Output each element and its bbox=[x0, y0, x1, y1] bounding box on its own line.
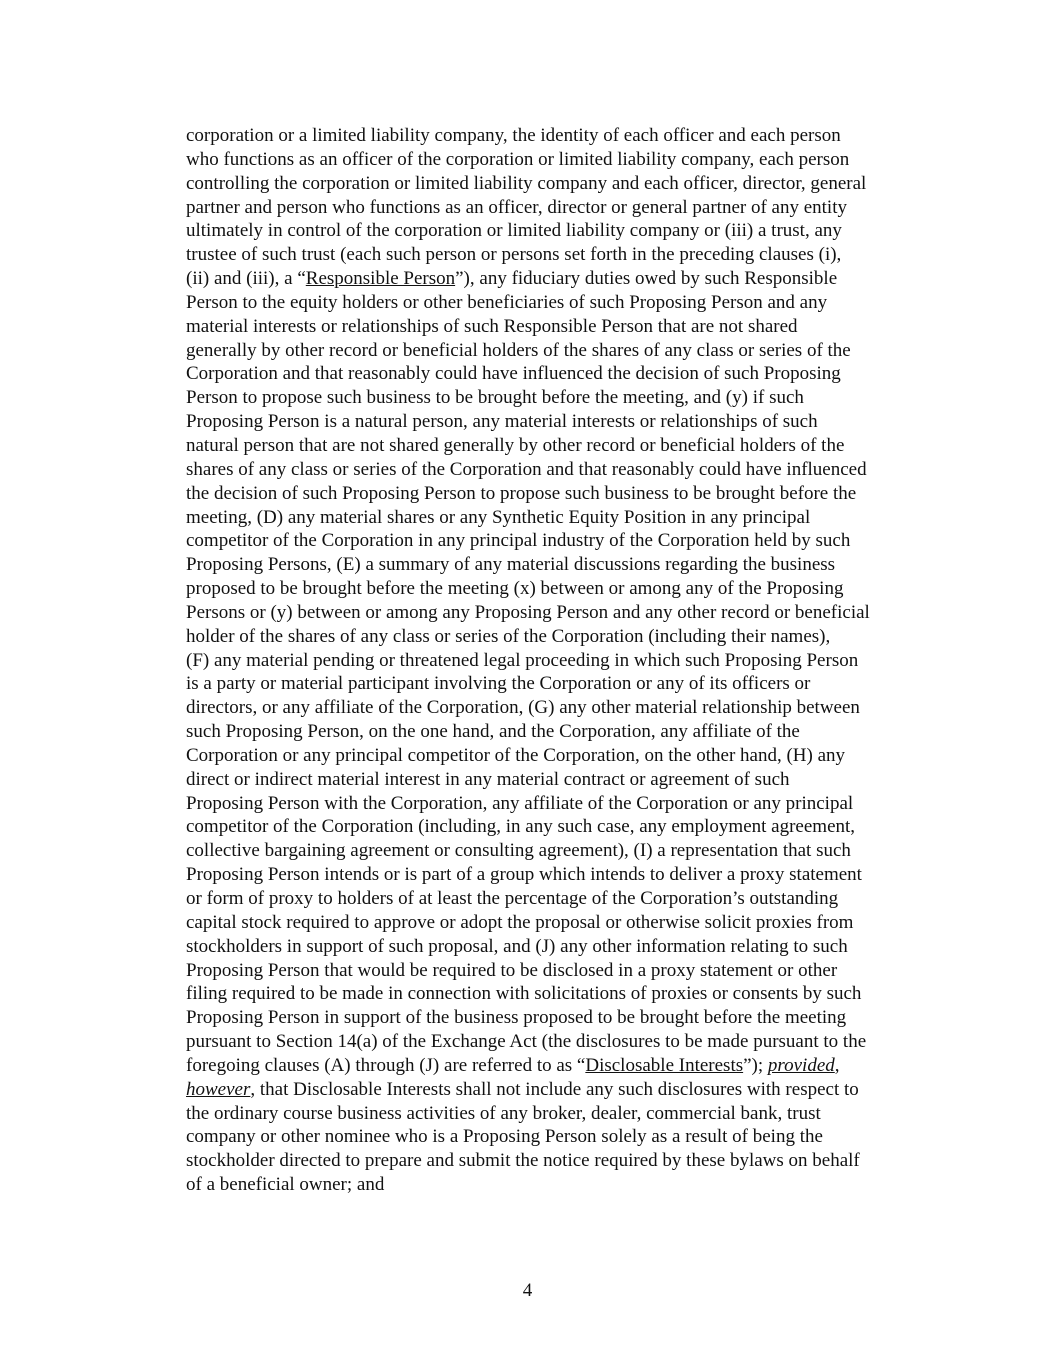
text-line: Proposing Persons, (E) a summary of any material discussions regarding the business bbox=[186, 554, 836, 576]
text-segment: foregoing clauses (A) through (J) are referred to as “ bbox=[186, 1054, 586, 1076]
text-line bbox=[186, 1054, 946, 1078]
text-line: collective bargaining agreement or consulting agreement), (I) a representation that such bbox=[186, 840, 851, 862]
text-line: is a party or material participant involving the Corporation or any of its officers or bbox=[186, 673, 811, 695]
text-line: Proposing Person with the Corporation, any affiliate of the Corporation or any principal bbox=[186, 792, 854, 814]
text-line: who functions as an officer of the corporation or limited liability company, each person bbox=[186, 148, 850, 170]
defined-term-responsible-person: Responsible Person bbox=[305, 268, 456, 290]
text-segment: , that Disclosable Interests shall not include any such disclosures with respect to bbox=[250, 1078, 859, 1100]
text-line: meeting, (D) any material shares or any Synthetic Equity Position in any principal bbox=[186, 506, 811, 528]
text-segment: ”), any fiduciary duties owed by such Responsible bbox=[455, 268, 838, 290]
text-line: generally by other record or beneficial holders of the shares of any class or series of the bbox=[186, 339, 851, 361]
text-line: of a beneficial owner; and bbox=[186, 1174, 385, 1196]
text-line: corporation or a limited liability company, the identity of each officer and each person bbox=[186, 125, 841, 146]
text-line: Proposing Person intends or is part of a group which intends to deliver a proxy statement bbox=[186, 864, 862, 886]
text-line: company or other nominee who is a Proposing Person solely as a result of being the bbox=[186, 1126, 823, 1148]
text-line: directors, or any affiliate of the Corporation, (G) any other material relationship between bbox=[186, 697, 860, 719]
text-segment: (ii) and (iii), a “ bbox=[186, 268, 306, 290]
text-line: direct or indirect material interest in any material contract or agreement of such bbox=[186, 768, 790, 790]
text-segment: ”); bbox=[743, 1054, 768, 1076]
text-line: Corporation and that reasonably could have influenced the decision of such Proposing bbox=[186, 363, 841, 385]
text-line: ultimately in control of the corporation or limited liability company or (iii) a trust, any bbox=[186, 220, 842, 242]
text-line: stockholders in support of such proposal, and (J) any other information relating to such bbox=[186, 935, 848, 957]
text-line bbox=[186, 1078, 946, 1102]
text-line: Proposing Person in support of the business proposed to be brought before the meeting bbox=[186, 1007, 847, 1029]
text-line: Corporation or any principal competitor of the Corporation, on the other hand, (H) any bbox=[186, 744, 846, 766]
text-line: material interests or relationships of such Responsible Person that are not shared bbox=[186, 315, 798, 337]
text-line: the ordinary course business activities of any broker, dealer, commercial bank, trust bbox=[186, 1102, 821, 1124]
text-line: Person to the equity holders or other beneficiaries of such Proposing Person and any bbox=[186, 291, 828, 313]
proviso-however: however bbox=[186, 1078, 251, 1100]
text-line: competitor of the Corporation in any principal industry of the Corporation held by such bbox=[186, 530, 851, 552]
text-line: or form of proxy to holders of at least the percentage of the Corporation’s outstanding bbox=[186, 888, 839, 909]
text-line: Person to propose such business to be brought before the meeting, and (y) if such bbox=[186, 387, 804, 409]
text-line: capital stock required to approve or adopt the proposal or otherwise solicit proxies from bbox=[186, 911, 854, 933]
text-line: controlling the corporation or limited liability company and each officer, director, general bbox=[186, 172, 867, 194]
text-line: Proposing Person is a natural person, any material interests or relationships of such bbox=[186, 411, 818, 433]
text-segment: , bbox=[834, 1054, 840, 1076]
page-number: 4 bbox=[522, 1280, 533, 1301]
defined-term-disclosable-interests: Disclosable Interests bbox=[585, 1054, 744, 1076]
text-line: competitor of the Corporation (including, in any such case, any employment agreement, bbox=[186, 816, 856, 838]
text-line: Persons or (y) between or among any Proposing Person and any other record or beneficial bbox=[186, 601, 870, 623]
text-line: the decision of such Proposing Person to propose such business to be brought before the bbox=[186, 482, 857, 504]
text-line: such Proposing Person, on the one hand, and the Corporation, any affiliate of the bbox=[186, 721, 800, 743]
text-line: (F) any material pending or threatened legal proceeding in which such Proposing Person bbox=[186, 649, 859, 671]
text-line: Proposing Person that would be required to be disclosed in a proxy statement or other bbox=[186, 959, 838, 981]
text-line: pursuant to Section 14(a) of the Exchange Act (the disclosures to be made pursuant to the bbox=[186, 1031, 867, 1053]
text-line: holder of the shares of any class or series of the Corporation (including their names), bbox=[186, 625, 831, 647]
body-text bbox=[186, 124, 946, 1197]
text-line: partner and person who functions as an officer, director or general partner of any entity bbox=[186, 196, 847, 218]
text-line: natural person that are not shared generally by other record or beneficial holders of the bbox=[186, 434, 845, 456]
text-line bbox=[186, 267, 946, 291]
text-line: shares of any class or series of the Corporation and that reasonably could have influenced bbox=[186, 458, 867, 480]
text-line: trustee of such trust (each such person or persons set forth in the preceding clauses (i), bbox=[186, 244, 842, 266]
proviso-provided: provided bbox=[767, 1054, 835, 1076]
text-line: stockholder directed to prepare and submit the notice required by these bylaws on behalf bbox=[186, 1150, 860, 1172]
text-line: filing required to be made in connection with solicitations of proxies or consents by such bbox=[186, 983, 862, 1005]
text-line: proposed to be brought before the meeting (x) between or among any of the Proposing bbox=[186, 578, 844, 600]
